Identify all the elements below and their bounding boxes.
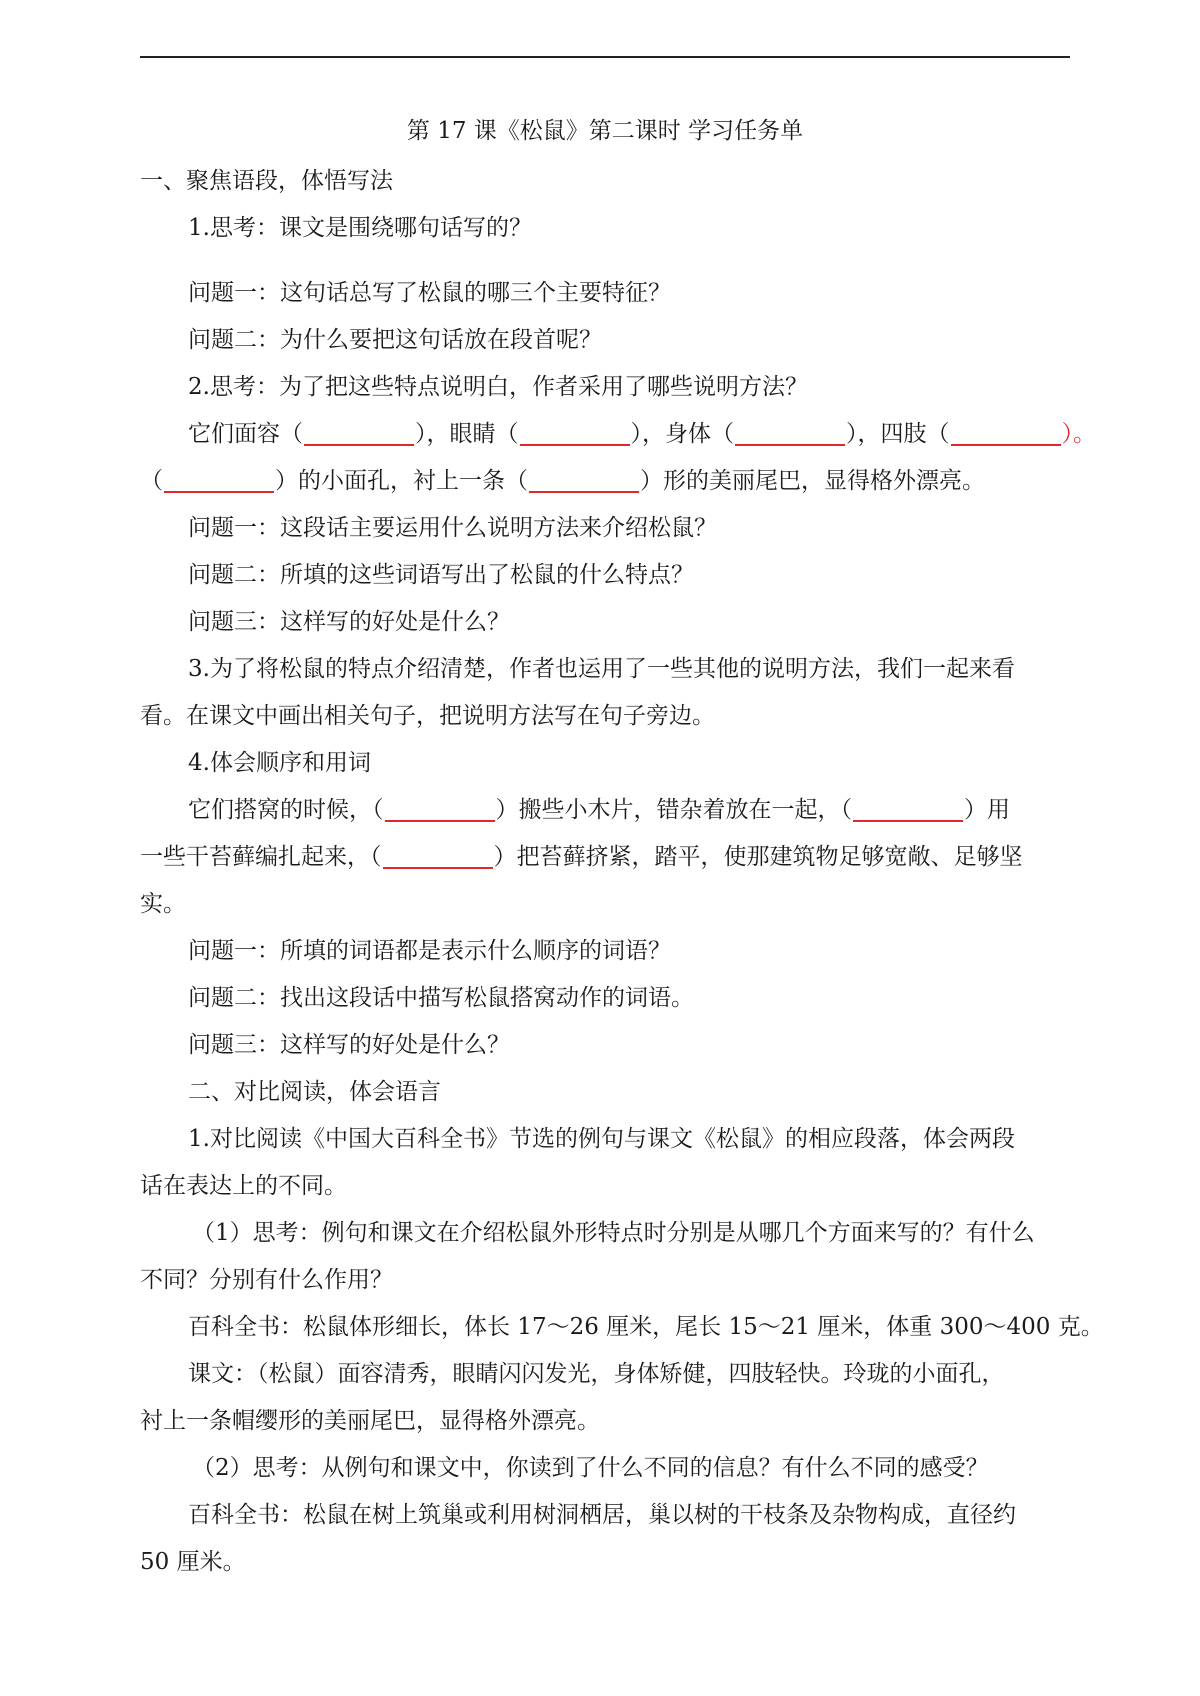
compare-1-line-2: 话在表达上的不同。 [140,1173,347,1199]
fill-text: ）搬些小木片，错杂着放在一起，（ [495,797,852,823]
text-excerpt-line-2: 衬上一条帽缨形的美丽尾巴，显得格外漂亮。 [140,1408,600,1434]
fill-blank-line-1 [140,411,1096,458]
question-1: 1.思考：课文是围绕哪句话写的？ [188,215,532,241]
worksheet [140,108,1104,1586]
question-4-sub-3: 问题三：这样写的好处是什么？ [188,1032,510,1058]
fill-text: ）用 [964,797,1010,823]
question-2: 2.思考：为了把这些特点说明白，作者采用了哪些说明方法？ [188,374,808,400]
page-title: 第 17 课《松鼠》第二课时 学习任务单 [406,118,804,144]
fill-blank-line-3 [140,787,1070,834]
answer-blank[interactable] [853,794,963,822]
compare-1a-line-2: 不同？分别有什么作用？ [140,1267,393,1293]
question-4-sub-1: 问题一：所填的词语都是表示什么顺序的词语？ [188,938,671,964]
encyclopedia-excerpt-2-line-1: 百科全书：松鼠在树上筑巢或利用树洞栖居，巢以树的干枝条及杂物构成，直径约 [188,1502,1016,1528]
answer-blank[interactable] [529,465,639,493]
text-excerpt-line-1: 课文：（松鼠）面容清秀，眼睛闪闪发光，身体矫健，四肢轻快。玲珑的小面孔， [188,1361,1005,1387]
answer-blank[interactable] [520,418,630,446]
fill-text: ）形的美丽尾巴，显得格外漂亮。 [640,468,985,494]
answer-blank[interactable] [304,418,414,446]
question-4-sub-2: 问题二：找出这段话中描写松鼠搭窝动作的词语。 [188,985,694,1011]
fill-blank-line-2 [140,458,1070,505]
fill-text: ），眼睛（ [415,421,519,447]
answer-blank[interactable] [385,794,495,822]
fill-text: （ [140,468,163,494]
question-3-line-2: 看。在课文中画出相关句子，把说明方法写在句子旁边。 [140,703,715,729]
answer-blank[interactable] [383,841,493,869]
compare-1-line-1: 1.对比阅读《中国大百科全书》节选的例句与课文《松鼠》的相应段落，体会两段 [188,1126,1015,1152]
question-3-line-1: 3.为了将松鼠的特点介绍清楚，作者也运用了一些其他的说明方法，我们一起来看 [188,656,1015,682]
encyclopedia-excerpt-2-line-2: 50 厘米。 [140,1549,246,1575]
compare-1a-line-1: （1）思考：例句和课文在介绍松鼠外形特点时分别是从哪几个方面来写的？有什么 [192,1220,1035,1246]
section-heading-2: 二、对比阅读，体会语言 [188,1079,441,1105]
answer-blank[interactable] [951,418,1061,446]
fill-text: 它们搭窝的时候，（ [188,797,384,823]
fill-text: ）。 [1061,421,1096,447]
fill-text: 它们面容（ [188,421,303,447]
question-1-sub-2: 问题二：为什么要把这句话放在段首呢？ [188,327,602,353]
fill-text: 一些干苔藓编扎起来，（ [140,844,382,870]
fill-text: ），身体（ [630,421,734,447]
fill-text: ），四肢（ [846,421,950,447]
compare-1b: （2）思考：从例句和课文中，你读到了什么不同的信息？有什么不同的感受？ [192,1455,989,1481]
question-4: 4.体会顺序和用词 [188,750,371,776]
answer-blank[interactable] [164,465,274,493]
encyclopedia-excerpt-1: 百科全书：松鼠体形细长，体长 17～26 厘米，尾长 15～21 厘米，体重 300～400 克。 [188,1314,1104,1340]
fill-blank-line-4 [140,834,1070,881]
question-1-sub-1: 问题一：这句话总写了松鼠的哪三个主要特征？ [188,280,671,306]
fill-text: ）把苔藓挤紧，踏平，使那建筑物足够宽敞、足够坚 [493,844,1023,870]
section-heading-1: 一、聚焦语段，体悟写法 [140,168,393,194]
fill-text: ）的小面孔，衬上一条（ [275,468,528,494]
question-2-sub-3: 问题三：这样写的好处是什么？ [188,609,510,635]
question-2-sub-1: 问题一：这段话主要运用什么说明方法来介绍松鼠？ [188,515,717,541]
question-2-sub-2: 问题二：所填的这些词语写出了松鼠的什么特点？ [188,562,694,588]
header-rule [140,56,1070,58]
answer-blank[interactable] [735,418,845,446]
fill-blank-line-5: 实。 [140,891,186,917]
